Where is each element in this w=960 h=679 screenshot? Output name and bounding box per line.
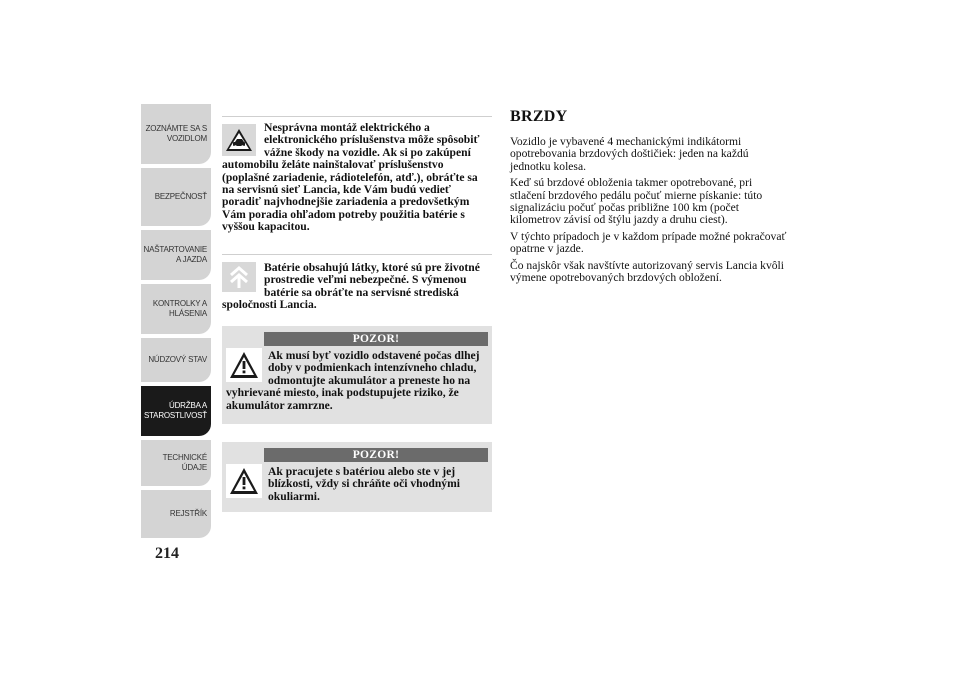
note-text: Batérie obsahujú látky, ktoré sú pre životné prostredie veľmi nebezpečné. S výmenou batérie sa obráťte na servisné strediská spoločnosti Lancia. — [222, 261, 480, 312]
recycle-arrows-icon — [222, 262, 256, 292]
tab-label: REJSTŘÍK — [169, 509, 207, 518]
paragraph: Čo najskôr však navštívte autorizovaný servis Lancia kvôli výmene opotrebovaných brzdových obložení. — [510, 258, 784, 285]
warning-text: Ak musí byť vozidlo odstavené počas dlhej doby v podmienkach intenzívneho chladu, odmontujte akumulátor a preneste ho na vyhrievané miesto, inak podstupujete riziko, že akumulátor zamrzne. — [226, 349, 480, 412]
tab-label: ÚDRŽBA A STAROSTLIVOSŤ — [143, 401, 207, 420]
tab-zoznamte-sa-s-vozidlom[interactable] — [141, 104, 211, 164]
warning-title: POZOR! — [264, 332, 488, 346]
paragraph: V týchto prípadoch je v každom prípade možné pokračovať opatrne v jazde. — [510, 229, 787, 256]
tab-label: ZOZNÁMTE SA S VOZIDLOM — [145, 124, 207, 143]
paragraph: Vozidlo je vybavené 4 mechanickými indikátormi opotrebovania brzdových doštičiek: jeden na každú jednotku kolesa. — [510, 135, 749, 173]
page-number: 214 — [155, 545, 179, 562]
paragraph: Keď sú brzdové obloženia takmer opotrebované, pri stlačení brzdového pedálu počuť mierne pískanie: túto signalizáciu počuť počas približne 100 km (počet kilometrov závisí od štýlu jazdy a druhu ciest). — [510, 176, 763, 227]
note-text: Nesprávna montáž elektrického a elektronického príslušenstva môže spôsobiť vážne škody na vozidle. Ak si po zakúpení automobilu želáte nainštalovať príslušenstvo (poplašné zariadenie, rádiotelefón, atď.), obráťte sa na servisnú sieť Lancia, kde Vám budú vedieť poradiť najvhodnejšie zariadenia a predovšetkým Vám poradia ohľadom potreby použitia batérie s vyššou kapacitou. — [222, 121, 480, 234]
tab-label: NAŠTARTOVANIE A JAZDA — [143, 245, 207, 264]
tab-label: TECHNICKÉ ÚDAJE — [162, 453, 207, 472]
warning-eye-protection — [222, 442, 492, 512]
tab-label: KONTROLKY A HLÁSENIA — [152, 299, 207, 318]
tab-kontrolky-a-hlasenia[interactable] — [141, 284, 211, 334]
note-accessories — [222, 122, 492, 234]
car-warning-icon — [222, 124, 256, 156]
tab-technicke-udaje[interactable] — [141, 440, 211, 486]
warning-triangle-icon — [226, 348, 262, 382]
tab-label: NÚDZOVÝ STAV — [148, 355, 207, 364]
warning-cold-weather — [222, 326, 492, 424]
divider — [222, 254, 492, 255]
tab-nudzovy-stav[interactable] — [141, 338, 211, 382]
warning-text: Ak pracujete s batériou alebo ste v jej blízkosti, vždy si chráňte oči vhodnými okuliarmi. — [268, 465, 460, 503]
section-body — [510, 136, 790, 288]
warning-triangle-icon — [226, 464, 262, 498]
warning-title: POZOR! — [264, 448, 488, 462]
tab-udrzba-a-starostlivost[interactable] — [141, 386, 211, 436]
tab-label: BEZPEČNOSŤ — [154, 192, 207, 201]
section-title: BRZDY — [510, 108, 568, 125]
tab-rejstrik[interactable] — [141, 490, 211, 538]
divider — [222, 116, 492, 117]
note-battery-environment — [222, 262, 492, 312]
tab-bezpecnost[interactable] — [141, 168, 211, 226]
tab-nastartovanie-a-jazda[interactable] — [141, 230, 211, 280]
